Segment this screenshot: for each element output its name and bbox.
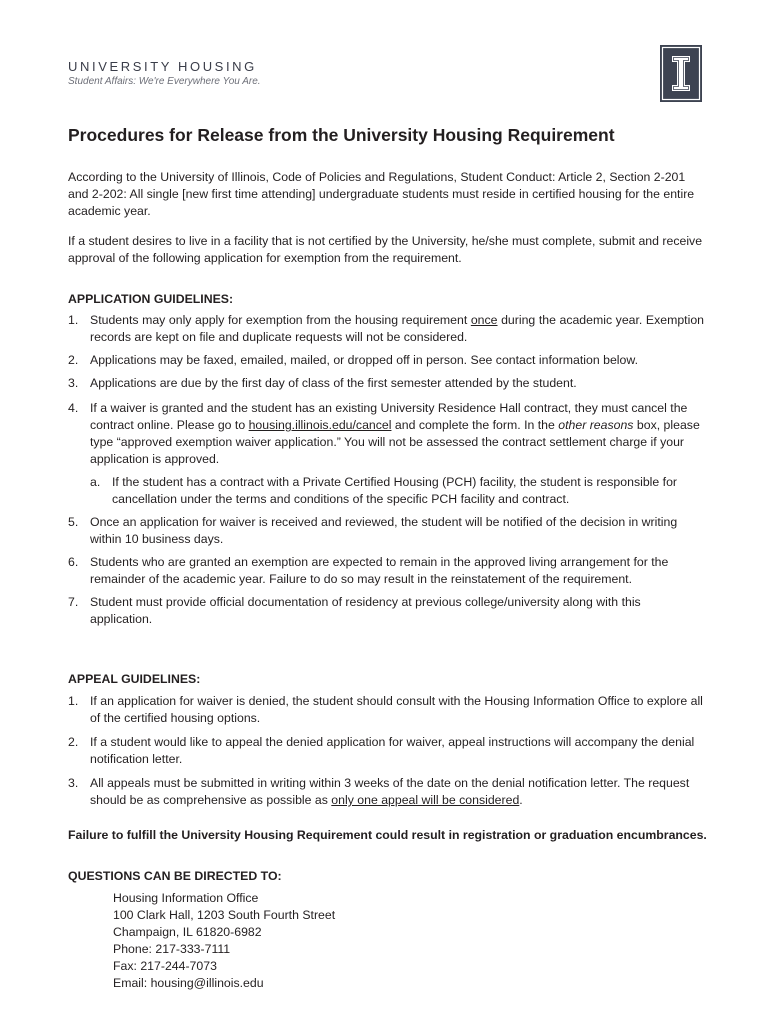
list-number: 4. <box>68 401 79 415</box>
list-number: 3. <box>68 776 79 790</box>
list-item: 3. Applications are due by the first day of class of the first semester attended by the student. <box>68 376 577 390</box>
list-number: 3. <box>68 376 79 390</box>
list-item: 1. Students may only apply for exemption from the housing requirement once during the academic year. Exemption records are kept on file and duplicate requests will not be considered. <box>68 313 704 344</box>
application-guidelines-heading: APPLICATION GUIDELINES: <box>68 292 234 306</box>
list-item: 7. Student must provide official documentation of residency at previous college/university along with this application. <box>68 595 641 626</box>
contact-city: Champaign, IL 61820-6982 <box>113 925 262 939</box>
page-title: Procedures for Release from the University Housing Requirement <box>68 125 615 145</box>
questions-heading: QUESTIONS CAN BE DIRECTED TO: <box>68 869 282 883</box>
intro-paragraph-2: If a student desires to live in a facility that is not certified by the University, he/she must complete, submit and receive approval of the following application for exemption from the requirement. <box>68 234 703 265</box>
contact-address: 100 Clark Hall, 1203 South Fourth Street <box>113 908 336 922</box>
list-item: 2. If a student would like to appeal the denied application for waiver, appeal instructions will accompany the denial notification letter. <box>68 735 695 766</box>
warning-text: Failure to fulfill the University Housing Requirement could result in registration or graduation encumbrances. <box>68 828 707 842</box>
intro-paragraph-1: According to the University of Illinois, Code of Policies and Regulations, Student Conduct: Article 2, Section 2-201 and 2-202: All single [new first time attending] undergraduate students must reside in certified housing for the entire academic year. <box>68 170 695 218</box>
sub-list-item: a. If the student has a contract with a Private Certified Housing (PCH) facility, the student is responsible for cancellation under the terms and conditions of the specific PCH facility and contract. <box>90 475 678 506</box>
contact-fax: Fax: 217-244-7073 <box>113 959 217 973</box>
org-tagline: Student Affairs: We're Everywhere You Are. <box>68 76 261 87</box>
list-item: 6. Students who are granted an exemption are expected to remain in the approved living arrangement for the remainder of the academic year. Failure to do so may result in the reinstatement of the requirement. <box>68 555 669 586</box>
list-item: 3. All appeals must be submitted in writing within 3 weeks of the date on the denial notification letter. The request should be as comprehensive as possible as only one appeal will be considered. <box>68 776 690 807</box>
list-number: 5. <box>68 515 79 529</box>
list-number: 1. <box>68 313 79 327</box>
list-number: a. <box>90 475 101 489</box>
block-i-logo-icon <box>660 45 702 102</box>
list-number: 7. <box>68 595 79 609</box>
list-item: 2. Applications may be faxed, emailed, mailed, or dropped off in person. See contact information below. <box>68 353 638 367</box>
contact-block <box>113 890 335 992</box>
list-item: 4. If a waiver is granted and the student has an existing University Residence Hall contract, they must cancel the contract online. Please go to housing.illinois.edu/cancel and complete the form. In the other reasons box, please type “approved exemption waiver application.” You will not be assessed the contract settlement charge if your application is approved. <box>68 401 700 466</box>
contact-office: Housing Information Office <box>113 891 259 905</box>
list-item: 1. If an application for waiver is denied, the student should consult with the Housing Information Office to explore all of the certified housing options. <box>68 694 703 725</box>
list-number: 6. <box>68 555 79 569</box>
emphasis-one-appeal: only one appeal will be considered <box>331 793 520 807</box>
emphasis-once: once <box>470 313 498 327</box>
appeal-guidelines-heading: APPEAL GUIDELINES: <box>68 672 201 686</box>
org-name: UNIVERSITY HOUSING <box>68 59 257 74</box>
list-item: 5. Once an application for waiver is received and reviewed, the student will be notified of the decision in writing within 10 business days. <box>68 515 678 546</box>
list-number: 2. <box>68 353 79 367</box>
contact-email[interactable]: Email: housing@illinois.edu <box>113 976 264 990</box>
list-number: 1. <box>68 694 79 708</box>
list-number: 2. <box>68 735 79 749</box>
cancel-link[interactable]: housing.illinois.edu/cancel <box>248 418 392 432</box>
contact-phone: Phone: 217-333-7111 <box>113 942 231 956</box>
